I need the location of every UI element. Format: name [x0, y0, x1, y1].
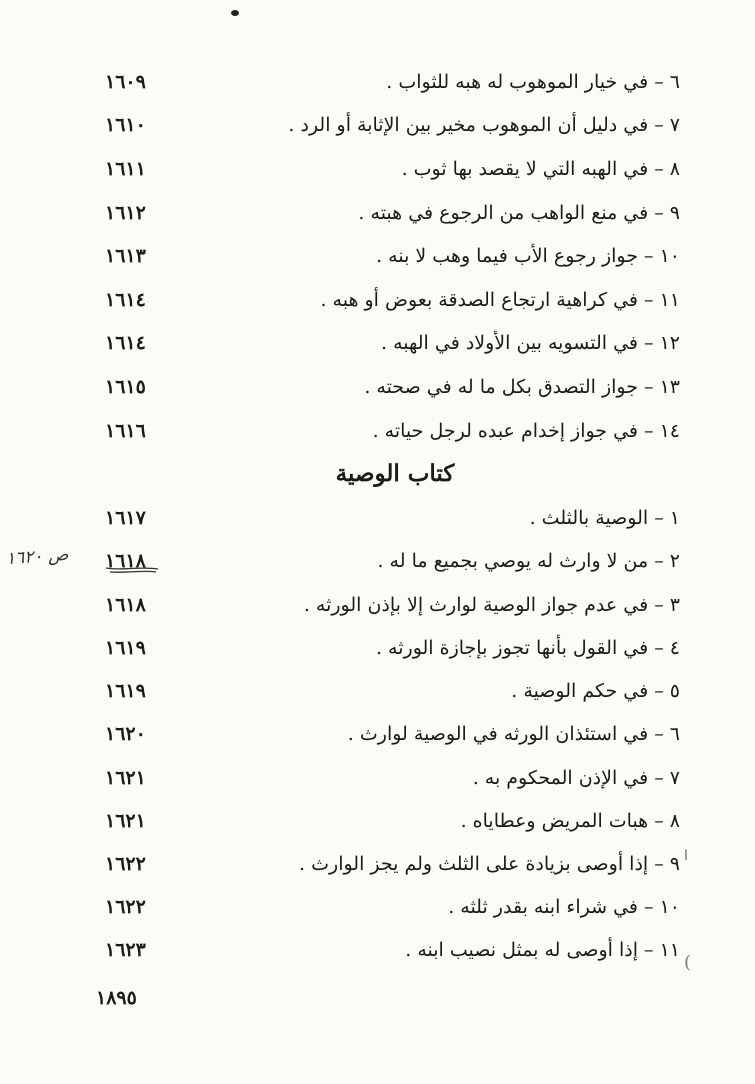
toc-entry — [95, 325, 680, 361]
toc-entry-title: ٢ – من لا وارث له يوصي بجميع ما له . — [377, 550, 680, 572]
section-heading: كتاب الوصية — [335, 460, 455, 487]
toc-entry — [95, 238, 680, 274]
toc-entry-title: ٣ – في عدم جواز الوصية لوارث إلا بإذن الورثه . — [303, 594, 680, 616]
toc-entry — [95, 107, 680, 143]
margin-tick-mark: ا — [684, 848, 688, 864]
toc-entry — [95, 369, 680, 405]
toc-entry-page: ١٦١٣ — [105, 245, 146, 267]
toc-entry-title: ١٢ – في التسويه بين الأولاد في الهبه . — [381, 332, 680, 354]
margin-annotation: ص ١٦٢٠ — [5, 544, 70, 570]
toc-entry-page: ١٦١٤ — [105, 289, 146, 311]
toc-entry — [95, 630, 680, 666]
toc-entry-page: ١٦١٦ — [105, 420, 146, 442]
toc-entry-title: ٨ – هبات المريض وعطاياه . — [460, 810, 680, 832]
toc-entry — [95, 846, 680, 882]
ink-dot — [231, 10, 239, 16]
toc-entry-title: ١١ – إذا أوصى له بمثل نصيب ابنه . — [405, 939, 680, 961]
toc-entry-page: ١٦٢١ — [105, 767, 146, 789]
toc-entry-title: ٥ – في حكم الوصية . — [511, 680, 680, 702]
toc-entry-title: ١٣ – جواز التصدق بكل ما له في صحته . — [364, 376, 680, 398]
toc-entry-title: ١ – الوصية بالثلث . — [529, 507, 680, 529]
toc-entry — [95, 673, 680, 709]
toc-entry-page: ١٦٢٢ — [105, 896, 146, 918]
toc-entry — [95, 543, 680, 579]
toc-entry — [95, 587, 680, 623]
margin-paren-mark: ( — [684, 952, 692, 973]
toc-entry-title: ٨ – في الهبه التي لا يقصد بها ثوب . — [401, 158, 680, 180]
toc-entry-page: ١٦٠٩ — [105, 71, 146, 93]
toc-entry-page: ١٦١٨ — [105, 550, 146, 572]
toc-entry — [95, 500, 680, 536]
toc-entry-title: ٦ – في خيار الموهوب له هبه للثواب . — [386, 71, 680, 93]
toc-entry-page: ١٦١٠ — [105, 114, 146, 136]
page-number: ١٨٩٥ — [96, 987, 137, 1009]
toc-entry-page: ١٦١١ — [105, 158, 146, 180]
toc-entry-page: ١٦١٨ — [105, 594, 146, 616]
toc-entry — [95, 151, 680, 187]
toc-entry — [95, 760, 680, 796]
toc-entry-title: ٤ – في القول بأنها تجوز بإجازة الورثه . — [375, 637, 680, 659]
toc-entry-page: ١٦٢٠ — [105, 723, 146, 745]
toc-entry — [95, 64, 680, 100]
toc-entry-page: ١٦١٢ — [105, 202, 146, 224]
toc-entry-title: ١٠ – جواز رجوع الأب فيما وهب لا بنه . — [376, 245, 680, 267]
toc-entry-page: ١٦٢١ — [105, 810, 146, 832]
toc-entry-title: ٧ – في الإذن المحكوم به . — [472, 767, 680, 789]
toc-entry-page: ١٦١٩ — [105, 637, 146, 659]
toc-entry — [95, 932, 680, 968]
toc-entry-page: ١٦١٥ — [105, 376, 146, 398]
toc-entry-title: ١٠ – في شراء ابنه بقدر ثلثه . — [448, 896, 680, 918]
toc-entry-page: ١٦٢٢ — [105, 853, 146, 875]
toc-entry — [95, 282, 680, 318]
toc-entry — [95, 195, 680, 231]
toc-entry — [95, 889, 680, 925]
toc-entry-page: ١٦١٤ — [105, 332, 146, 354]
toc-entry-title: ٩ – في منع الواهب من الرجوع في هبته . — [358, 202, 680, 224]
toc-entry-title: ٩ – إذا أوصى بزيادة على الثلث ولم يجز الوارث . — [299, 853, 680, 875]
toc-entry-page: ١٦١٩ — [105, 680, 146, 702]
toc-entry — [95, 803, 680, 839]
toc-entry-page: ١٦٢٣ — [105, 939, 146, 961]
toc-entry-title: ٦ – في استئذان الورثه في الوصية لوارث . — [347, 723, 680, 745]
toc-entry-page: ١٦١٧ — [105, 507, 146, 529]
toc-entry-title: ١٤ – في جواز إخدام عبده لرجل حياته . — [372, 420, 680, 442]
toc-entry — [95, 716, 680, 752]
toc-entry — [95, 413, 680, 449]
toc-entry-title: ٧ – في دليل أن الموهوب مخير بين الإثابة أو الرد . — [288, 114, 680, 136]
handwritten-underline — [104, 564, 160, 574]
toc-entry-title: ١١ – في كراهية ارتجاع الصدقة بعوض أو هبه . — [320, 289, 680, 311]
